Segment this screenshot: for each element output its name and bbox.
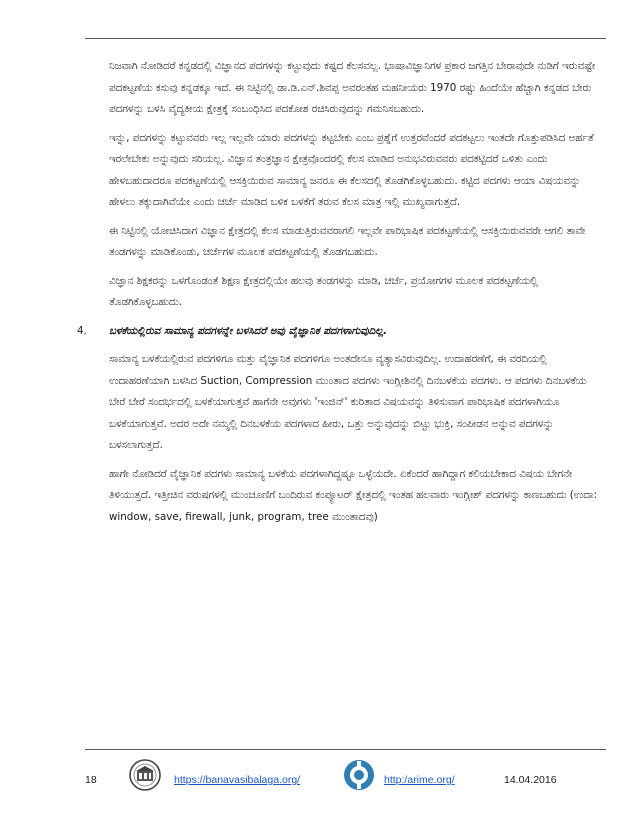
arime-logo-icon bbox=[342, 758, 376, 792]
paragraph-6: ಹಾಗೇ ನೋಡಿದರೆ ವೈಜ್ಞಾನಿಕ ಪದಗಳು ಸಾಮಾನ್ಯ ಬಳಕೆಯ ಪದಗಳಾಗಿದ್ದಷ್ಟೂ ಒಳ್ಳೆಯದೇ. ಏಕೆಂದರೆ ಹಾಗಿದ್ದಾಗ ಕಲಿಯಬೇಕಾದ ವಿಷಯ ಬೇಗನೇ ತಿಳಿಯುತ್ತದೆ. ಇತ್ತೀಚಿನ ವರುಷಗಳಲ್ಲಿ ಮುಂಚೂಣಿಗೆ ಬಂದಿರುವ ಕಂಪ್ಯೂಟರ್ ಕ್ಷೇತ್ರದಲ್ಲಿ ಇಂತಹ ಹಲವಾರು ಇಂಗ್ಲೀಶ್ ಪದಗಳನ್ನು ಕಾಣಬಹುದು (ಉದಾ: window, save, firewall, junk, program, tree ಮುಂತಾದವು) bbox=[109, 467, 598, 523]
page-number: 18 bbox=[85, 774, 97, 786]
page-footer bbox=[0, 764, 638, 800]
footer-rule bbox=[85, 749, 606, 750]
banavasi-link[interactable]: https://banavasibalaga.org/ bbox=[174, 774, 301, 786]
banavasi-balaga-logo-icon bbox=[128, 758, 162, 792]
paragraph-1: ನಿಜವಾಗಿ ನೋಡಿದರೆ ಕನ್ನಡದಲ್ಲಿ ವಿಜ್ಞಾನದ ಪದಗಳನ್ನು ಕಟ್ಟುವುದು ಕಷ್ಟದ ಕೆಲಸವಲ್ಲ. ಭಾಷಾವಿಜ್ಞಾನಿಗಳ ಪ್ರಕಾರ ಜಗತ್ತಿನ ಬೇರಾವುದೇ ನುಡಿಗೆ ಇರುವಷ್ಟೇ ಪದಕಟ್ಟಣೆಯ ಕಸುವು ಕನ್ನಡಕ್ಕೂ ಇದೆ. ಈ ನಿಟ್ಟಿನಲ್ಲಿ ಡಾ.ಡಿ.ಎನ್.ಶಿವಪ್ಪ ಅವರಂತಹ ಮಹನೀಯರು 1970 ರಷ್ಟು ಹಿಂದೆಯೇ ಹೆಚ್ಚಾಗಿ ಕನ್ನಡದ ಬೇರು ಪದಗಳನ್ನು ಬಳಸಿ ವೈದ್ಯಕೀಯ ಕ್ಷೇತ್ರಕ್ಕೆ ಸಂಬಂಧಿಸಿದ ಪದಕೋಶ ರಚಿಸಿರುವುದನ್ನು ಗಮನಿಸಬಹುದು. bbox=[109, 60, 596, 115]
section-number: 4. bbox=[77, 324, 87, 337]
page-body bbox=[77, 56, 599, 535]
footer-date: 14.04.2016 bbox=[504, 774, 557, 786]
paragraph-4: ವಿಜ್ಞಾನ ಶಿಕ್ಷಕರನ್ನು ಒಳಗೊಂಡಂತೆ ಶಿಕ್ಷಣ ಕ್ಷೇತ್ರದಲ್ಲಿಯೇ ಹಲವು ತಂಡಗಳನ್ನು ಮಾಡಿ, ಚರ್ಚೆ, ಪ್ರಯೋಗಗಳ ಮೂಲಕ ಪದಕಟ್ಟಣೆಯಲ್ಲಿ ತೊಡಗಿಕೊಳ್ಳಬಹುದು. bbox=[109, 274, 538, 308]
paragraph-3: ಈ ನಿಟ್ಟಿನಲ್ಲಿ ಯೋಚಿಸಿದಾಗ ವಿಜ್ಞಾನ ಕ್ಷೇತ್ರದಲ್ಲಿ ಕೆಲಸ ಮಾಡುತ್ತಿರುವವರಾಗಲಿ ಇಲ್ಲವೇ ಪಾರಿಭಾಷಿಕ ಪದಕಟ್ಟಣೆಯಲ್ಲಿ ಆಸಕ್ತಿಯಿರುವವರೇ ಆಗಲಿ ತಾವೇ ತಂಡಗಳನ್ನು ಮಾಡಿಕೊಂಡು, ಚರ್ಚೆಗಳ ಮೂಲಕ ಪದಕಟ್ಟಣೆಯಲ್ಲಿ ತೊಡಗಬಹುದು. bbox=[109, 224, 586, 258]
header-rule bbox=[85, 38, 606, 39]
paragraph-5: ಸಾಮಾನ್ಯ ಬಳಕೆಯಲ್ಲಿರುವ ಪದಗಳಿಗೂ ಮತ್ತು ವೈಜ್ಞಾನಿಕ ಪದಗಳಿಗೂ ಅಂತದೇನೂ ವ್ಯತ್ಯಾಸವಿರುವುದಿಲ್ಲ. ಉದಾಹರಣೆಗೆ, ಈ ವರದಿಯಲ್ಲಿ ಉದಾಹರಣೆಯಾಗಿ ಬಳಸಿದ Suction, Compression ಮುಂತಾದ ಪದಗಳು ಇಂಗ್ಲೀಶಿನಲ್ಲಿ ದಿನಬಳಕೆಯ ಪದಗಳು. ಆ ಪದಗಳು ದಿನಬಳಕೆಯ ಬೇರೆ ಬೇರೆ ಸಂದರ್ಭದಲ್ಲಿ ಬಳಕೆಯಾಗುತ್ತವೆ ಹಾಗೆನೇ ಅವುಗಳು 'ಇಂಜಿನ್' ಕುರಿತಾದ ವಿಷಯವನ್ನು ತಿಳಿಸುವಾಗ ಪಾರಿಭಾಷಿಕ ಪದಗಳಾಗಿಯೂ ಬಳಕೆಯಾಗುತ್ತವೆ. ಅದರ ಅದೇ ನಮ್ಮಲ್ಲಿ ದಿನಬಳಕೆಯ ಪದಗಳಾದ ಹೀರು, ಒತ್ತು ಅನ್ನುವುದನ್ನು ಬಿಟ್ಟು ಭುಕ್ತಿ, ಸಂಪೀಡನ ಅನ್ನುವ ಪದಗಳನ್ನು ಬಳಸಲಾಗುತ್ತದೆ. bbox=[109, 353, 587, 451]
arime-link[interactable]: http:/arime.org/ bbox=[384, 774, 455, 786]
section-heading-text: ಬಳಕೆಯಲ್ಲಿರುವ ಸಾಮಾನ್ಯ ಪದಗಳನ್ನೇ ಬಳಸಿದರೆ ಅವು ವೈಜ್ಞಾನಿಕ ಪದಗಳಾಗುವುದಿಲ್ಲ. bbox=[109, 324, 388, 337]
section-heading bbox=[77, 321, 599, 343]
paragraph-2: ಇನ್ನು, ಪದಗಳನ್ನು ಕಟ್ಟುವವರು ಇಲ್ಲ ಇಲ್ಲವೇ ಯಾರು ಪದಗಳನ್ನು ಕಟ್ಟಬೇಕು ಎಂಬ ಪ್ರಶ್ನೆಗೆ ಉತ್ತರವೆಂದರೆ ಪದಕಟ್ಟಲು ಇಂತದೇ ಗೊತ್ತುಪಡಿಸಿದ ಅರ್ಹತೆ ಇರಲೇಬೇಕು ಅನ್ನುವುದು ಸರಿಯಲ್ಲ. ವಿಜ್ಞಾನ ತಂತ್ರಜ್ಞಾನ ಕ್ಷೇತ್ರವೊಂದರಲ್ಲಿ ಕೆಲಸ ಮಾಡಿದ ಅನುಭವಿರುವವರು ಪದಕಟ್ಟಿದರೆ ಒಳಿತು ಎಂದು ಹೇಳಬಹುದಾದರೂ ಪದಕಟ್ಟಣೆಯಲ್ಲಿ ಆಸಕ್ತಿಯಿರುವ ಸಾಮಾನ್ಯ ಜನರೂ ಈ ಕೆಲಸದಲ್ಲಿ ತೊಡಗಿಕೊಳ್ಳಬಹುದು. ಕಟ್ಟಿದ ಪದಗಳು ಆಯಾ ವಿಷಯವನ್ನು ಹೇಳಲು ತಕ್ಕುದಾಗಿವೆಯೇ ಎಂದು ಚರ್ಚೆ ಮಾಡಿದ ಬಳಿಕ ಬಳಕೆಗೆ ತರುವ ಕೆಲಸ ಮಾತ್ರ ಇಲ್ಲಿ ಮುಖ್ಯವಾಗುತ್ತದೆ. bbox=[109, 131, 594, 208]
